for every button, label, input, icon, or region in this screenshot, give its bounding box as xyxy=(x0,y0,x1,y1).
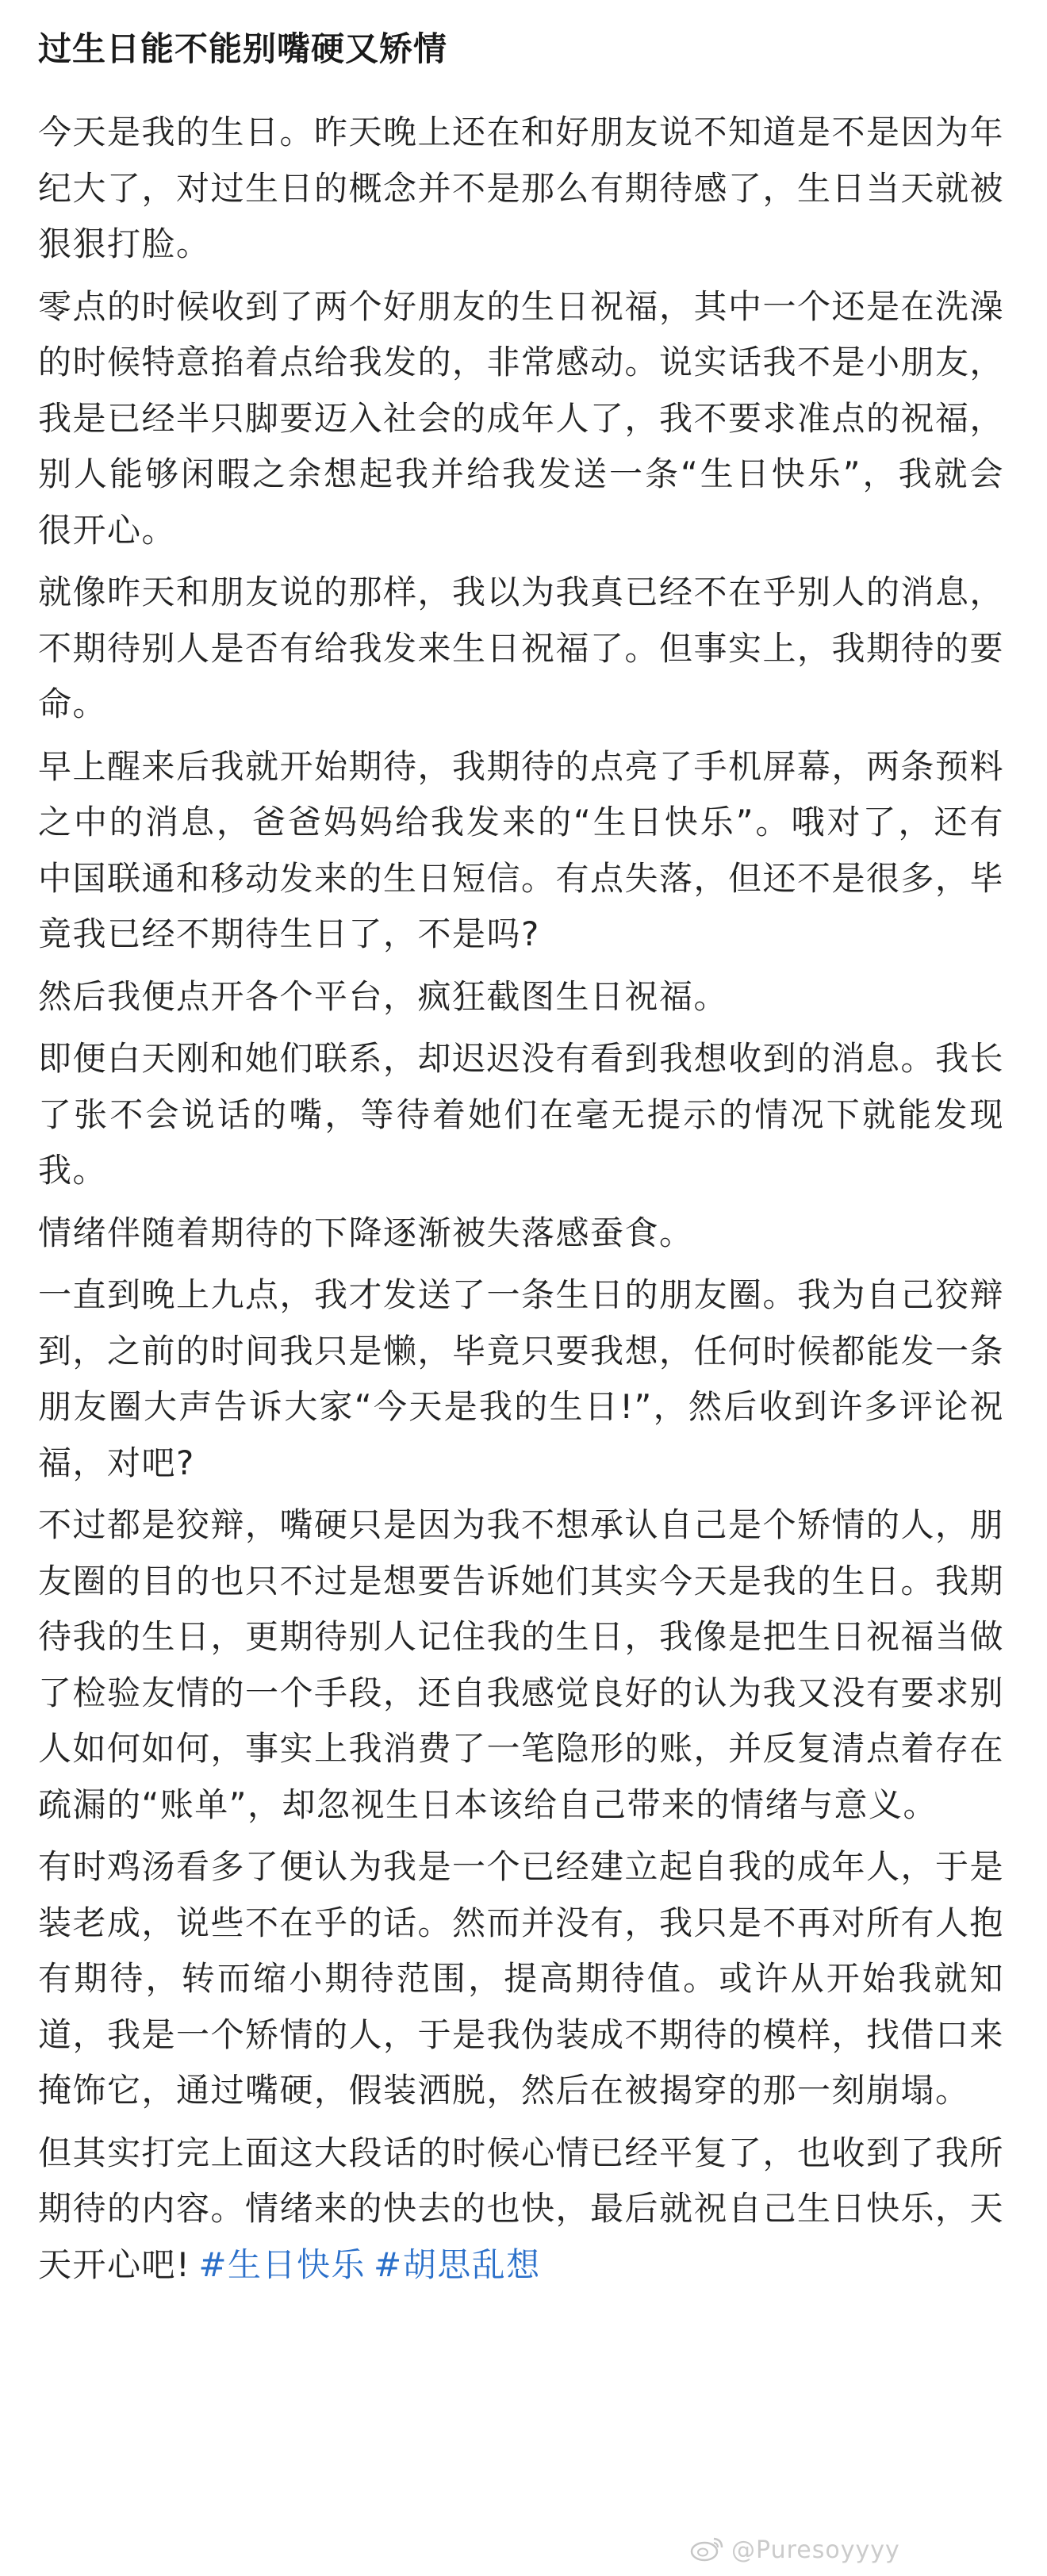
paragraph-final xyxy=(38,2126,1004,2294)
paragraph-6: 即便白天刚和她们联系，却迟迟没有看到我想收到的消息。我长了张不会说话的嘴，等待着她们在毫无提示的情况下就能发现我。 xyxy=(38,1039,1005,1190)
paragraph-final-text: 但其实打完上面这大段话的时候心情已经平复了，也收到了我所期待的内容。情绪来的快去的也快，最后就祝自己生日快乐，天天开心吧! xyxy=(38,2133,1005,2284)
hashtag-random-thoughts-link[interactable]: #胡思乱想 xyxy=(374,2244,541,2284)
paragraph-4: 早上醒来后我就开始期待，我期待的点亮了手机屏幕，两条预料之中的消息，爸爸妈妈给我发来的“生日快乐”。哦对了，还有中国联通和移动发来的生日短信。有点失落，但还不是很多，毕竟我已经不期待生日了，不是吗? xyxy=(38,746,1005,953)
weibo-logo-icon xyxy=(690,2534,725,2563)
paragraph-2: 零点的时候收到了两个好朋友的生日祝福，其中一个还是在洗澡的时候特意掐着点给我发的，非常感动。说实话我不是小朋友，我是已经半只脚要迈入社会的成年人了，我不要求准点的祝福，别人能够闲暇之余想起我并给我发送一条“生日快乐”，我就会很开心。 xyxy=(38,286,1005,550)
paragraph-9: 不过都是狡辩，嘴硬只是因为我不想承认自己是个矫情的人，朋友圈的目的也只不过是想要告诉她们其实今天是我的生日。我期待我的生日，更期待别人记住我的生日，我像是把生日祝福当做了检验友情的一个手段，还自我感觉良好的认为我又没有要求别人如何如何，事实上我消费了一笔隐形的账，并反复清点着存在疏漏的“账单”，却忽视生日本该给自己带来的情绪与意义。 xyxy=(38,1505,1005,1824)
paragraph-3: 就像昨天和朋友说的那样，我以为我真已经不在乎别人的消息，不期待别人是否有给我发来生日祝福了。但事实上，我期待的要命。 xyxy=(38,573,1005,723)
paragraph-8: 一直到晚上九点，我才发送了一条生日的朋友圈。我为自己狡辩到，之前的时间我只是懒，毕竟只要我想，任何时候都能发一条朋友圈大声告诉大家“今天是我的生日!”，然后收到许多评论祝福，对吧? xyxy=(38,1275,1005,1482)
paragraph-7: 情绪伴随着期待的下降逐渐被失落感蚕食。 xyxy=(38,1213,694,1252)
weibo-watermark xyxy=(690,2534,900,2564)
paragraph-10: 有时鸡汤看多了便认为我是一个已经建立起自我的成年人，于是装老成，说些不在乎的话。然而并没有，我只是不再对所有人抱有期待，转而缩小期待范围，提高期待值。或许从开始我就知道，我是一个矫情的人，于是我伪装成不期待的模样，找借口来掩饰它，通过嘴硬，假装洒脱，然后在被揭穿的那一刻崩塌。 xyxy=(38,1847,1005,2110)
paragraph-5: 然后我便点开各个平台，疯狂截图生日祝福。 xyxy=(38,976,729,1016)
hashtag-birthday-link[interactable]: #生日快乐 xyxy=(198,2244,366,2284)
post-title: 过生日能不能别嘴硬又矫情 xyxy=(38,29,448,68)
watermark-text: @Puresoyyyy xyxy=(731,2536,900,2564)
paragraph-1: 今天是我的生日。昨天晚上还在和好朋友说不知道是不是因为年纪大了，对过生日的概念并不是那么有期待感了，生日当天就被狠狠打脸。 xyxy=(38,113,1005,263)
